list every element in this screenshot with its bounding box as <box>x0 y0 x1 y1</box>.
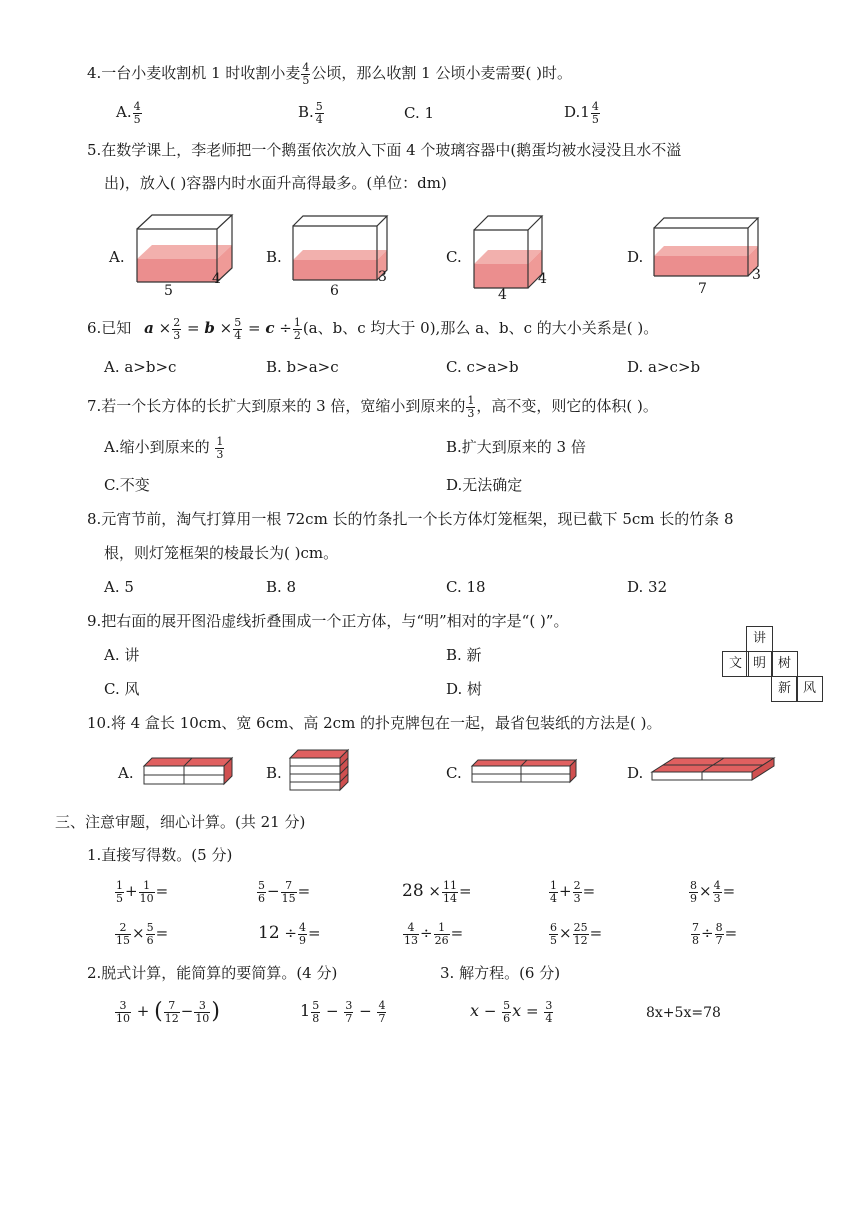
q7-option-c: C.不变 <box>104 476 150 494</box>
q4-option-b: B. $\frac{5}{4}$ <box>298 100 323 126</box>
container-a-length: 5 <box>164 283 173 299</box>
calc-r1-4: $\frac{1}{4}$ + $\frac{2}{3}$ = <box>550 879 596 905</box>
q7-option-d: D.无法确定 <box>446 476 523 494</box>
q7-option-b: B.扩大到原来的 3 倍 <box>446 438 586 456</box>
container-c-label: C. <box>446 248 462 266</box>
q4-stem <box>87 62 572 86</box>
q4-stem-part2: 公顷，那么收割 1 公顷小麦需要( )时。 <box>311 64 572 83</box>
equation-2: 8x+5x=78 <box>646 1005 721 1021</box>
section3-part2: 2.脱式计算，能简算的要简算。(4 分) <box>87 964 338 982</box>
q9-option-a: A. 讲 <box>104 646 140 664</box>
q4-stem-part1: 4.一台小麦收割机 1 时收割小麦 <box>87 64 301 83</box>
q8-option-a: A. 5 <box>104 578 134 596</box>
q4-option-d: D.1 $\frac{4}{5}$ <box>564 100 599 126</box>
q10-label-c: C. <box>446 764 462 782</box>
step-calc-2: 1 $\frac{5}{8}$ − $\frac{3}{7}$ − $\frac{4}{7}$ <box>300 999 386 1025</box>
q9-option-b: B. 新 <box>446 646 482 664</box>
section3-part1: 1.直接写得数。(5 分) <box>87 846 233 864</box>
q6-option-c: C. c>a>b <box>446 358 519 376</box>
container-c-length: 4 <box>498 287 507 303</box>
package-a <box>144 758 236 788</box>
q4-fraction: $\frac{4}{5}$ <box>302 61 310 87</box>
q9-option-d: D. 树 <box>446 680 483 698</box>
container-b-label: B. <box>266 248 282 266</box>
q6-option-d: D. a>c>b <box>627 358 701 376</box>
net-cell-1: 讲 <box>746 626 773 652</box>
net-cell-5: 新 <box>771 676 798 702</box>
calc-r1-1: $\frac{1}{5}$ + $\frac{1}{10}$ = <box>116 879 169 905</box>
container-d-length: 7 <box>698 281 707 297</box>
q4-option-a: A. $\frac{4}{5}$ <box>116 100 141 126</box>
container-b-width: 3 <box>378 269 387 285</box>
q8-option-d: D. 32 <box>627 578 668 596</box>
equation-1: x − $\frac{5}{6}$ x = $\frac{3}{4}$ <box>470 999 553 1025</box>
container-d-width: 3 <box>752 267 761 283</box>
q8-stem-line2: 根，则灯笼框架的棱最长为( )cm。 <box>104 544 339 562</box>
net-cell-3: 明 <box>746 651 773 677</box>
net-cell-6: 风 <box>796 676 823 702</box>
container-b-length: 6 <box>330 283 339 299</box>
package-b <box>290 750 352 794</box>
q7-option-a: A.缩小到原来的 $\frac{1}{3}$ <box>104 435 224 461</box>
container-b <box>290 212 390 292</box>
net-cell-2: 文 <box>722 651 749 677</box>
step-calc-1: $\frac{3}{10}$ + ( $\frac{7}{12}$ − $\frac{3}{10}$ ) <box>116 999 220 1025</box>
section3-part3: 3. 解方程。(6 分) <box>440 964 561 982</box>
calc-r1-3: 28 × $\frac{11}{14}$ = <box>402 879 472 905</box>
package-c <box>472 760 578 786</box>
package-d <box>652 758 776 784</box>
calc-r2-1: $\frac{2}{15}$ × $\frac{5}{6}$ = <box>116 921 169 947</box>
calc-r1-2: $\frac{5}{6}$ − $\frac{7}{15}$ = <box>258 879 311 905</box>
container-c-width: 4 <box>538 271 547 287</box>
calc-r1-5: $\frac{8}{9}$ × $\frac{4}{3}$ = <box>690 879 736 905</box>
q10-label-b: B. <box>266 764 282 782</box>
q7-stem: 7.若一个长方体的长扩大到原来的 3 倍，宽缩小到原来的 $\frac{1}{3}$ ，高不变，则它的体积( )。 <box>87 394 658 420</box>
q6-option-b: B. b>a>c <box>266 358 339 376</box>
q6-option-a: A. a>b>c <box>104 358 177 376</box>
container-d-label: D. <box>627 248 644 266</box>
cube-net <box>722 626 824 702</box>
q10-stem: 10.将 4 盒长 10cm、宽 6cm、高 2cm 的扑克牌包在一起，最省包装纸的方法是( )。 <box>87 714 662 732</box>
calc-r2-4: $\frac{6}{5}$ × $\frac{25}{12}$ = <box>550 921 603 947</box>
q5-stem-line1: 5.在数学课上，李老师把一个鹅蛋依次放入下面 4 个玻璃容器中(鹅蛋均被水浸没且水不溢 <box>87 141 682 159</box>
calc-r2-5: $\frac{7}{8}$ ÷ $\frac{8}{7}$ = <box>692 921 738 947</box>
section3-title: 三、注意审题，细心计算。(共 21 分) <box>55 813 306 831</box>
container-d <box>651 214 761 286</box>
q9-option-c: C. 风 <box>104 680 140 698</box>
calc-r2-3: $\frac{4}{13}$ ÷ $\frac{1}{26}$ = <box>404 921 464 947</box>
q9-stem: 9.把右面的展开图沿虚线折叠围成一个正方体，与“明”相对的字是“( )”。 <box>87 612 569 630</box>
q8-option-c: C. 18 <box>446 578 486 596</box>
q8-stem-line1: 8.元宵节前，淘气打算用一根 72cm 长的竹条扎一个长方体灯笼框架，现已截下 5cm 长的竹条 8 <box>87 510 734 528</box>
q10-label-a: A. <box>118 764 134 782</box>
q8-option-b: B. 8 <box>266 578 297 596</box>
q6-stem: 6.已知 a × $\frac{2}{3}$ = b × $\frac{5}{4}$ = c ÷ $\frac{1}{2}$ (a、b、c 均大于 0),那么 a、b、c 的大小关系是( )。 <box>87 316 659 342</box>
net-cell-4: 树 <box>771 651 798 677</box>
container-a-width: 4 <box>212 271 221 287</box>
q4-option-c: C. 1 <box>404 104 435 122</box>
q10-label-d: D. <box>627 764 644 782</box>
q5-stem-line2: 出)，放入( )容器内时水面升高得最多。(单位：dm) <box>104 174 447 192</box>
calc-r2-2: 12 ÷ $\frac{4}{9}$ = <box>258 921 321 947</box>
container-a-label: A. <box>109 248 125 266</box>
